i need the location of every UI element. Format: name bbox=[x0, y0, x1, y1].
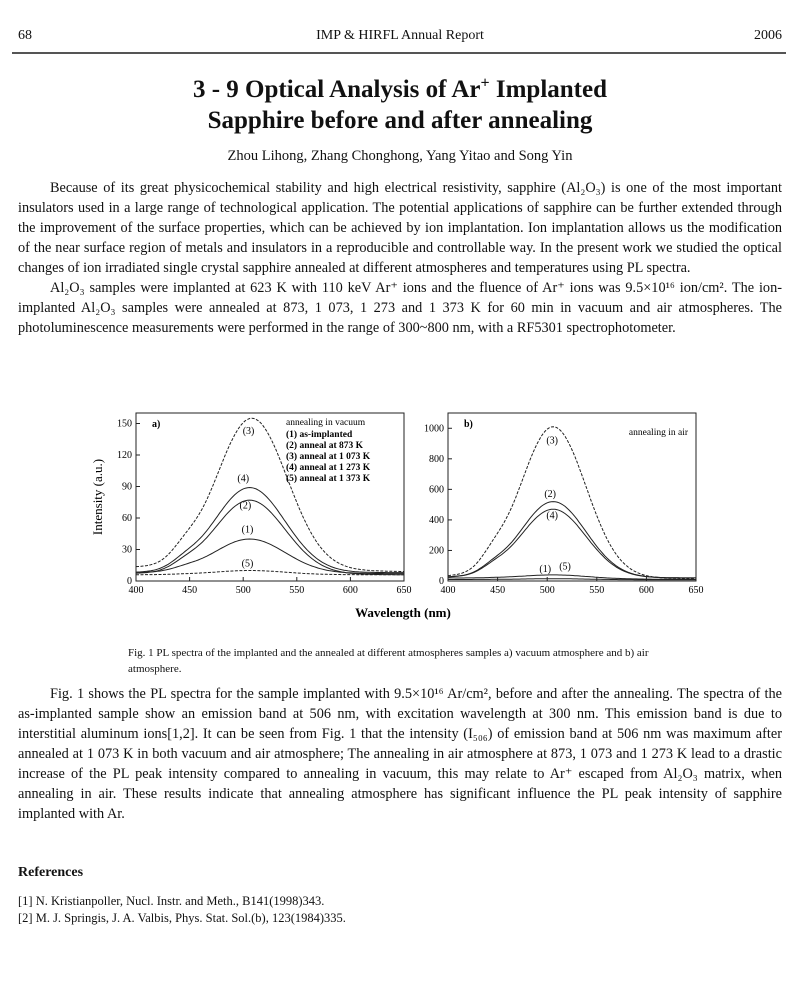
series-label: (5) bbox=[241, 558, 254, 570]
title-line1: 3 - 9 Optical Analysis of Ar bbox=[192, 76, 481, 103]
x-tick-label: 400 bbox=[440, 585, 456, 596]
series-label: (3) bbox=[242, 426, 255, 437]
paragraph-1: Because of its great physicochemical stability and high electrical resistivity, sapphire (Al₂O₃) is one of the most important insulators used in a large range of technological application. The potential applications of sapphire can be further extended through the improvement of the surface properties, which can be achieved by ion implantation. Ion implantation allows us the modification of the near surface region of metals and insulators in a reproducible and controllable way. In the present work we studied the optical changes of ion irradiated single crystal sapphire annealed at different atmospheres and temperatures using PL spectra. bbox=[18, 180, 782, 276]
page-number: 68 bbox=[18, 28, 32, 43]
references-list bbox=[18, 893, 346, 927]
figure-caption: Fig. 1 PL spectra of the implanted and the annealed at different atmospheres samples a) vacuum atmosphere and b) air atmosphere. bbox=[128, 647, 649, 675]
series-label: (1) bbox=[241, 524, 254, 536]
x-axis-label: Wavelength (nm) bbox=[355, 605, 451, 620]
y-tick-label: 150 bbox=[117, 418, 132, 430]
reference-item: [2] M. J. Springis, J. A. Valbis, Phys. Stat. Sol.(b), 123(1984)335. bbox=[18, 911, 346, 925]
series-label: (4) bbox=[237, 473, 250, 485]
plot-frame-b bbox=[448, 413, 696, 581]
y-tick-label: 1000 bbox=[424, 423, 444, 435]
legend-title: annealing in air bbox=[628, 428, 688, 438]
reference-item: [1] N. Kristianpoller, Nucl. Instr. and Meth., B141(1998)343. bbox=[18, 894, 325, 908]
x-tick-label: 650 bbox=[396, 585, 412, 596]
y-tick-label: 60 bbox=[122, 513, 132, 524]
series-label: (3) bbox=[546, 435, 558, 447]
series-label: (4) bbox=[546, 510, 558, 522]
panel-label: b) bbox=[464, 419, 473, 430]
series-line-4 bbox=[136, 488, 404, 573]
y-tick-label: 0 bbox=[439, 576, 444, 587]
paragraph-2: Al₂O₃ samples were implanted at 623 K with 110 keV Ar⁺ ions and the fluence of Ar⁺ ions was 9.5×10¹⁶ ion/cm². The ion-implanted Al₂O₃ samples were annealed at 873, 1 073, 1 273 and 1 373 K for 60 min in vacuum and air atmospheres. The photoluminescence measurements were performed in the range of 300~800 nm, with a RF5301 spectrophotometer. bbox=[18, 280, 782, 336]
plot-frame-a bbox=[136, 413, 404, 581]
figure-svg bbox=[88, 405, 718, 630]
series-label: (2) bbox=[239, 500, 252, 512]
y-tick-label: 400 bbox=[429, 514, 444, 526]
year: 2006 bbox=[754, 28, 782, 43]
y-tick-label: 0 bbox=[127, 576, 132, 587]
panel-label: a) bbox=[152, 419, 161, 430]
y-tick-label: 90 bbox=[122, 481, 132, 493]
title-superscript: + bbox=[480, 74, 490, 92]
legend-item: (2) anneal at 873 K bbox=[286, 441, 364, 451]
legend-item: (5) anneal at 1 373 K bbox=[286, 474, 371, 484]
authors: Zhou Lihong, Zhang Chonghong, Yang Yitao and Song Yin bbox=[227, 148, 573, 164]
series-label: (2) bbox=[544, 489, 557, 500]
paragraph-3: Fig. 1 shows the PL spectra for the sample implanted with 9.5×10¹⁶ Ar/cm², before and after the annealing. The spectra of the as-implanted sample show an emission band at 506 nm, with excitation wavelength at 300 nm. This emission band is due to interstitial aluminum ions[1,2]. It can be seen from Fig. 1 that the intensity (I₅₀₆) of emission band at 506 nm was maximum after annealed at 1 073 K in both vacuum and air atmosphere; The annealing in air atmosphere at 873, 1 073 and 1 273 K lead to a drastic increase of the PL peak intensity compared to annealing in vacuum, this may relate to Ar⁺ escaped from Al₂O₃ matrix, when annealing in air. These results indicate that annealing atmosphere has significant influence the PL peak intensity of sapphire implanted with Ar. bbox=[18, 686, 782, 822]
x-tick-label: 550 bbox=[289, 585, 305, 596]
series-label: (5) bbox=[559, 561, 571, 573]
series-line-4 bbox=[448, 509, 696, 578]
y-tick-label: 600 bbox=[429, 484, 444, 496]
legend-title: annealing in vacuum bbox=[286, 418, 366, 428]
series-line-3 bbox=[448, 427, 696, 579]
x-tick-label: 500 bbox=[539, 585, 555, 596]
journal-title: IMP & HIRFL Annual Report bbox=[316, 28, 484, 43]
x-tick-label: 600 bbox=[342, 585, 358, 596]
body-results bbox=[18, 684, 782, 824]
x-tick-label: 500 bbox=[235, 585, 251, 596]
y-tick-label: 200 bbox=[429, 545, 444, 557]
references-heading: References bbox=[18, 865, 84, 880]
y-tick-label: 120 bbox=[117, 450, 132, 461]
x-tick-label: 450 bbox=[490, 585, 506, 596]
header-rule bbox=[12, 52, 786, 54]
y-tick-label: 30 bbox=[122, 544, 132, 556]
legend-item: (3) anneal at 1 073 K bbox=[286, 452, 371, 462]
y-tick-label: 800 bbox=[429, 453, 444, 465]
series-label: (1) bbox=[539, 563, 552, 575]
x-tick-label: 650 bbox=[688, 585, 704, 596]
body-intro bbox=[18, 178, 782, 338]
legend-item: (1) as-implanted bbox=[286, 430, 353, 440]
running-header bbox=[18, 28, 782, 50]
series-line-1 bbox=[136, 539, 404, 574]
paper-title bbox=[0, 74, 800, 136]
series-line-2 bbox=[136, 500, 404, 575]
legend-item: (4) anneal at 1 273 K bbox=[286, 463, 371, 473]
x-tick-label: 400 bbox=[128, 585, 144, 596]
x-tick-label: 450 bbox=[182, 585, 198, 596]
x-tick-label: 550 bbox=[589, 585, 605, 596]
series-line-3 bbox=[136, 418, 404, 571]
title-line2: Sapphire before and after annealing bbox=[207, 107, 593, 134]
figure-1 bbox=[88, 405, 718, 630]
title-line1-end: Implanted bbox=[489, 76, 608, 103]
y-axis-label: Intensity (a.u.) bbox=[90, 458, 105, 536]
x-tick-label: 600 bbox=[638, 585, 654, 596]
